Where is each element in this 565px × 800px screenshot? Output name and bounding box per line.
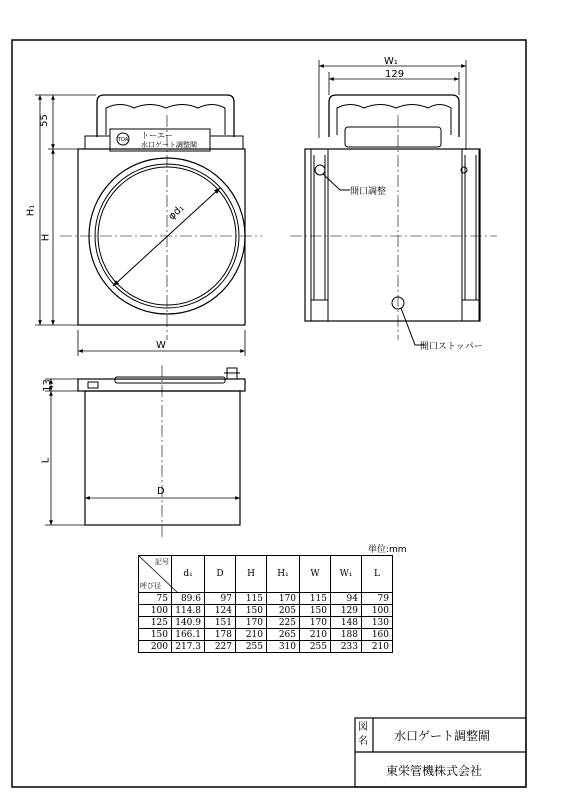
table-cell: 210 (236, 629, 267, 641)
table-cell: 160 (362, 629, 393, 641)
table-cell: 130 (362, 617, 393, 629)
table-cell: 227 (205, 641, 236, 653)
table-cell: 233 (331, 641, 362, 653)
table-cell: 166.1 (172, 629, 205, 641)
dim-d-label: D (157, 486, 165, 497)
table-corner-cell (139, 556, 172, 593)
table-cell: 170 (300, 617, 331, 629)
bottom-dimensions (45, 379, 240, 525)
table-cell: 150 (300, 605, 331, 617)
table-header-cell: W (300, 556, 331, 593)
adjust-leader (323, 174, 350, 190)
table-cell: 188 (331, 629, 362, 641)
table-cell: 205 (267, 605, 300, 617)
plate-logo: TOA (118, 137, 129, 143)
title-label-bottom: 名 (358, 736, 368, 747)
table-cell: 75 (139, 593, 172, 605)
table-cell: 125 (139, 617, 172, 629)
table-cell: 255 (300, 641, 331, 653)
dim-55-label: 55 (38, 114, 50, 127)
table-cell: 140.9 (172, 617, 205, 629)
tube-body (85, 391, 240, 525)
table-cell: 217.3 (172, 641, 205, 653)
table-cell: 89.6 (172, 593, 205, 605)
table-cell: 148 (331, 617, 362, 629)
table-cell: 100 (362, 605, 393, 617)
dim-13-label: 13 (41, 379, 53, 392)
sheet-border (12, 40, 526, 787)
table-header-cell: L (362, 556, 393, 593)
adjust-bolt (315, 165, 325, 175)
plate-line-2: 水口ゲート調整閘 (141, 141, 197, 149)
table-row (139, 641, 393, 653)
table-row (139, 593, 393, 605)
callout-adjust: 開口調整 (350, 187, 387, 197)
dim-w1-value: 129 (385, 69, 405, 80)
table-header-cell: D (205, 556, 236, 593)
table-header-cell: W₁ (331, 556, 362, 593)
bottom-view (78, 368, 245, 525)
corner-bottom-label: 呼び径 (140, 582, 161, 590)
table-cell: 178 (205, 629, 236, 641)
dim-l-label: L (40, 457, 52, 464)
table-row (139, 617, 393, 629)
table-cell: 210 (362, 641, 393, 653)
table-cell: 310 (267, 641, 300, 653)
dim-w-label: W (156, 340, 166, 351)
table-header-cell: H (236, 556, 267, 593)
dim-w1-label: W₁ (384, 56, 398, 67)
dim-h-label: H (40, 233, 52, 242)
table-cell: 79 (362, 593, 393, 605)
table-cell: 97 (205, 593, 236, 605)
company-name: 東栄管機株式会社 (386, 764, 483, 778)
plate-line-1: トーエー (141, 131, 173, 140)
side-handle (329, 95, 459, 137)
front-body (78, 149, 245, 325)
table-cell: 94 (331, 593, 362, 605)
table-cell: 100 (139, 605, 172, 617)
dim-h1-label: H₁ (25, 204, 37, 217)
table-cell: 225 (267, 617, 300, 629)
top-plate (78, 379, 245, 391)
side-view (305, 95, 480, 345)
d1-dimension-line (113, 188, 220, 286)
table-cell: 115 (236, 593, 267, 605)
table-header-cell: d₁ (172, 556, 205, 593)
table-cell: 170 (236, 617, 267, 629)
top-handle-bar (115, 377, 225, 383)
table-header-row (139, 556, 393, 593)
side-handle-base (345, 127, 441, 147)
spec-table (138, 555, 393, 653)
table-cell: 200 (139, 641, 172, 653)
table-cell: 115 (300, 593, 331, 605)
callout-stopper: 開口ストッパー (420, 342, 483, 352)
table-cell: 170 (267, 593, 300, 605)
table-row (139, 605, 393, 617)
table-row (139, 629, 393, 641)
table-cell: 210 (300, 629, 331, 641)
table-cell: 265 (267, 629, 300, 641)
table-cell: 150 (236, 605, 267, 617)
table-unit-note: 単位:mm (368, 545, 407, 555)
table-header-cell: H₁ (267, 556, 300, 593)
table-cell: 114.8 (172, 605, 205, 617)
dim-d1-label: φd₁ (166, 202, 187, 223)
table-cell: 124 (205, 605, 236, 617)
side-body (305, 149, 480, 321)
table-cell: 150 (139, 629, 172, 641)
table-cell: 151 (205, 617, 236, 629)
drawing-title: 水口ゲート調整閘 (394, 729, 491, 743)
title-label-top: 図 (358, 722, 368, 733)
table-cell: 129 (331, 605, 362, 617)
table-cell: 255 (236, 641, 267, 653)
corner-top-label: 記号 (155, 558, 169, 566)
